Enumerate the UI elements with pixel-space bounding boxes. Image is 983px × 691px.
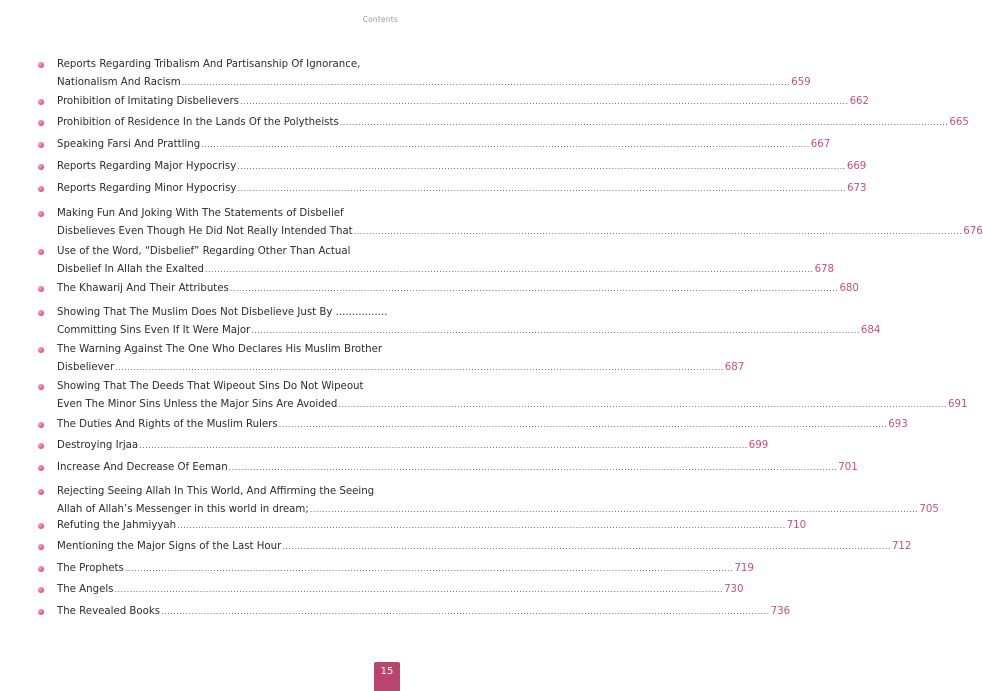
dot-leader: ........................................................................................................................................................................................................ — [204, 265, 814, 274]
dot-leader: ........................................................................................................................................................................................................ — [115, 363, 724, 372]
bullet-icon — [38, 286, 44, 292]
bullet-icon — [38, 465, 44, 471]
toc-entry-line — [57, 74, 811, 92]
bullet-icon — [38, 489, 44, 495]
toc-entry-line — [57, 180, 867, 198]
dot-leader: ........................................................................................................................................................................................................ — [229, 284, 839, 293]
toc-page-number[interactable]: 719 — [734, 563, 754, 574]
toc-entry-line — [57, 560, 754, 578]
toc-entry-title: Showing That The Deeds That Wipeout Sins Do Not Wipeout — [57, 381, 364, 392]
toc-page-number[interactable]: 730 — [724, 584, 744, 595]
toc-entry-title: Reports Regarding Tribalism And Partisanship Of Ignorance, — [57, 59, 361, 70]
dot-leader: ........................................................................................................................................................................................................ — [239, 97, 849, 106]
dot-leader: ........................................................................................................................................................................................................ — [124, 564, 734, 573]
bullet-icon — [38, 587, 44, 593]
toc-entry-title: Committing Sins Even If It Were Major — [57, 325, 251, 336]
toc-entry-line — [57, 538, 912, 556]
dot-leader: ........................................................................................................................................................................................................ — [114, 585, 724, 594]
toc-entry-line — [57, 261, 835, 279]
toc-entry-line — [57, 56, 403, 74]
toc-page-number[interactable]: 659 — [791, 77, 811, 88]
toc-entry-title: Showing That The Muslim Does Not Disbelieve Just By ................ — [57, 307, 388, 318]
toc-page-number[interactable]: 680 — [839, 283, 859, 294]
toc-entry-line — [57, 378, 403, 396]
toc-page-number[interactable]: 710 — [786, 520, 807, 531]
bullet-icon — [38, 422, 44, 428]
toc-entry-title: Nationalism And Racism — [57, 77, 181, 88]
bullet-icon — [38, 347, 44, 353]
dot-leader: ........................................................................................................................................................................................................ — [353, 227, 963, 236]
toc-entry-line — [57, 158, 867, 176]
toc-entry-title: Use of the Word, “Disbelief” Regarding Other Than Actual — [57, 246, 351, 257]
toc-page-number[interactable]: 712 — [891, 541, 912, 552]
bullet-icon — [38, 62, 44, 68]
running-header: Contents — [362, 15, 398, 24]
toc-entry-line — [57, 93, 870, 111]
toc-entry-line — [57, 136, 831, 154]
toc-entry-title: Making Fun And Joking With The Statements of Disbelief — [57, 208, 344, 219]
toc-entry-title: Reports Regarding Minor Hypocrisy — [57, 183, 237, 194]
dot-leader: ........................................................................................................................................................................................................ — [201, 140, 810, 149]
toc-entry-title: Reports Regarding Major Hypocrisy — [57, 161, 237, 172]
bullet-icon — [38, 164, 44, 170]
toc-entry-line — [57, 114, 969, 132]
toc-entry-title: Allah of Allah’s Messenger in this world in dream; — [57, 504, 309, 515]
toc-entry-title: The Prophets — [57, 563, 124, 574]
toc-entry-title: Refuting the Jahmiyyah — [57, 520, 177, 531]
toc-page-number[interactable]: 701 — [838, 462, 858, 473]
dot-leader: ........................................................................................................................................................................................................ — [237, 184, 847, 193]
toc-entry-title: Destroying Irjaa — [57, 440, 139, 451]
dot-leader: ........................................................................................................................................................................................................ — [309, 505, 919, 514]
toc-entry-line — [57, 459, 858, 477]
dot-leader: ........................................................................................................................................................................................................ — [237, 162, 846, 171]
bullet-icon — [38, 523, 44, 529]
toc-entry-line — [57, 416, 908, 434]
toc-page-number[interactable]: 684 — [860, 325, 881, 336]
bullet-icon — [38, 186, 44, 192]
bullet-icon — [38, 99, 44, 105]
toc-entry-line — [57, 581, 744, 599]
toc-entry-title: Even The Minor Sins Unless the Major Sins Are Avoided — [57, 399, 338, 410]
toc-page-number[interactable]: 665 — [949, 117, 969, 128]
toc-entry-title: Speaking Farsi And Prattling — [57, 139, 201, 150]
toc-entry-line — [57, 223, 983, 241]
toc-entry-title: Rejecting Seeing Allah In This World, And Affirming the Seeing — [57, 486, 375, 497]
toc-entry-line — [57, 304, 403, 322]
toc-page-number[interactable]: 691 — [948, 399, 968, 410]
dot-leader: ........................................................................................................................................................................................................ — [139, 441, 748, 450]
page-number-tab: 15 — [374, 662, 400, 691]
bullet-icon — [38, 609, 44, 615]
dot-leader: ........................................................................................................................................................................................................ — [177, 521, 786, 530]
toc-entry-line — [57, 517, 807, 535]
toc-entry-line — [57, 205, 403, 223]
dot-leader: ........................................................................................................................................................................................................ — [251, 326, 860, 335]
dot-leader: ........................................................................................................................................................................................................ — [181, 78, 791, 87]
toc-entry-line — [57, 483, 403, 501]
toc-page-number[interactable]: 667 — [810, 139, 831, 150]
toc-page-number[interactable]: 699 — [748, 440, 769, 451]
toc-page-number[interactable]: 673 — [847, 183, 867, 194]
toc-entry-line — [57, 341, 403, 359]
toc-entry-line — [57, 396, 968, 414]
bullet-icon — [38, 443, 44, 449]
toc-entry-title: Disbelieves Even Though He Did Not Really Intended That — [57, 226, 353, 237]
toc-entry-title: The Revealed Books — [57, 606, 161, 617]
toc-entry-title: The Khawarij And Their Attributes — [57, 283, 229, 294]
toc-entry-title: Prohibition of Imitating Disbelievers — [57, 96, 239, 107]
toc-entry-line — [57, 359, 745, 377]
toc-entry-title: The Duties And Rights of the Muslim Rulers — [57, 419, 278, 430]
bullet-icon — [38, 310, 44, 316]
dot-leader: ........................................................................................................................................................................................................ — [278, 420, 888, 429]
toc-entry-title: Disbelief In Allah the Exalted — [57, 264, 204, 275]
toc-page-number[interactable]: 669 — [846, 161, 867, 172]
toc-page-number[interactable]: 705 — [919, 504, 939, 515]
toc-entry-title: Mentioning the Major Signs of the Last Hour — [57, 541, 282, 552]
toc-page-number[interactable]: 736 — [770, 606, 791, 617]
toc-entry-title: Prohibition of Residence In the Lands Of the Polytheists — [57, 117, 339, 128]
bullet-icon — [38, 211, 44, 217]
toc-entry-title: The Angels — [57, 584, 114, 595]
dot-leader: ........................................................................................................................................................................................................ — [338, 400, 947, 409]
dot-leader: ........................................................................................................................................................................................................ — [161, 607, 770, 616]
bullet-icon — [38, 249, 44, 255]
dot-leader: ........................................................................................................................................................................................................ — [282, 542, 891, 551]
toc-page-number[interactable]: 662 — [849, 96, 870, 107]
toc-entry-line — [57, 603, 791, 621]
toc-page-number[interactable]: 676 — [963, 226, 983, 237]
bullet-icon — [38, 384, 44, 390]
toc-entry-title: The Warning Against The One Who Declares His Muslim Brother — [57, 344, 383, 355]
toc-entry-line — [57, 280, 859, 298]
toc-page-number[interactable]: 678 — [814, 264, 835, 275]
toc-entry-line — [57, 437, 769, 455]
dot-leader: ........................................................................................................................................................................................................ — [339, 118, 949, 127]
bullet-icon — [38, 142, 44, 148]
bullet-icon — [38, 544, 44, 550]
toc-entry-title: Increase And Decrease Of Eeman — [57, 462, 228, 473]
toc-entry-title: Disbeliever — [57, 362, 115, 373]
toc-page-number[interactable]: 693 — [888, 419, 908, 430]
toc-entry-line — [57, 322, 881, 340]
bullet-icon — [38, 566, 44, 572]
bullet-icon — [38, 120, 44, 126]
dot-leader: ........................................................................................................................................................................................................ — [228, 463, 838, 472]
toc-entry-line — [57, 243, 403, 261]
toc-page-number[interactable]: 687 — [724, 362, 745, 373]
